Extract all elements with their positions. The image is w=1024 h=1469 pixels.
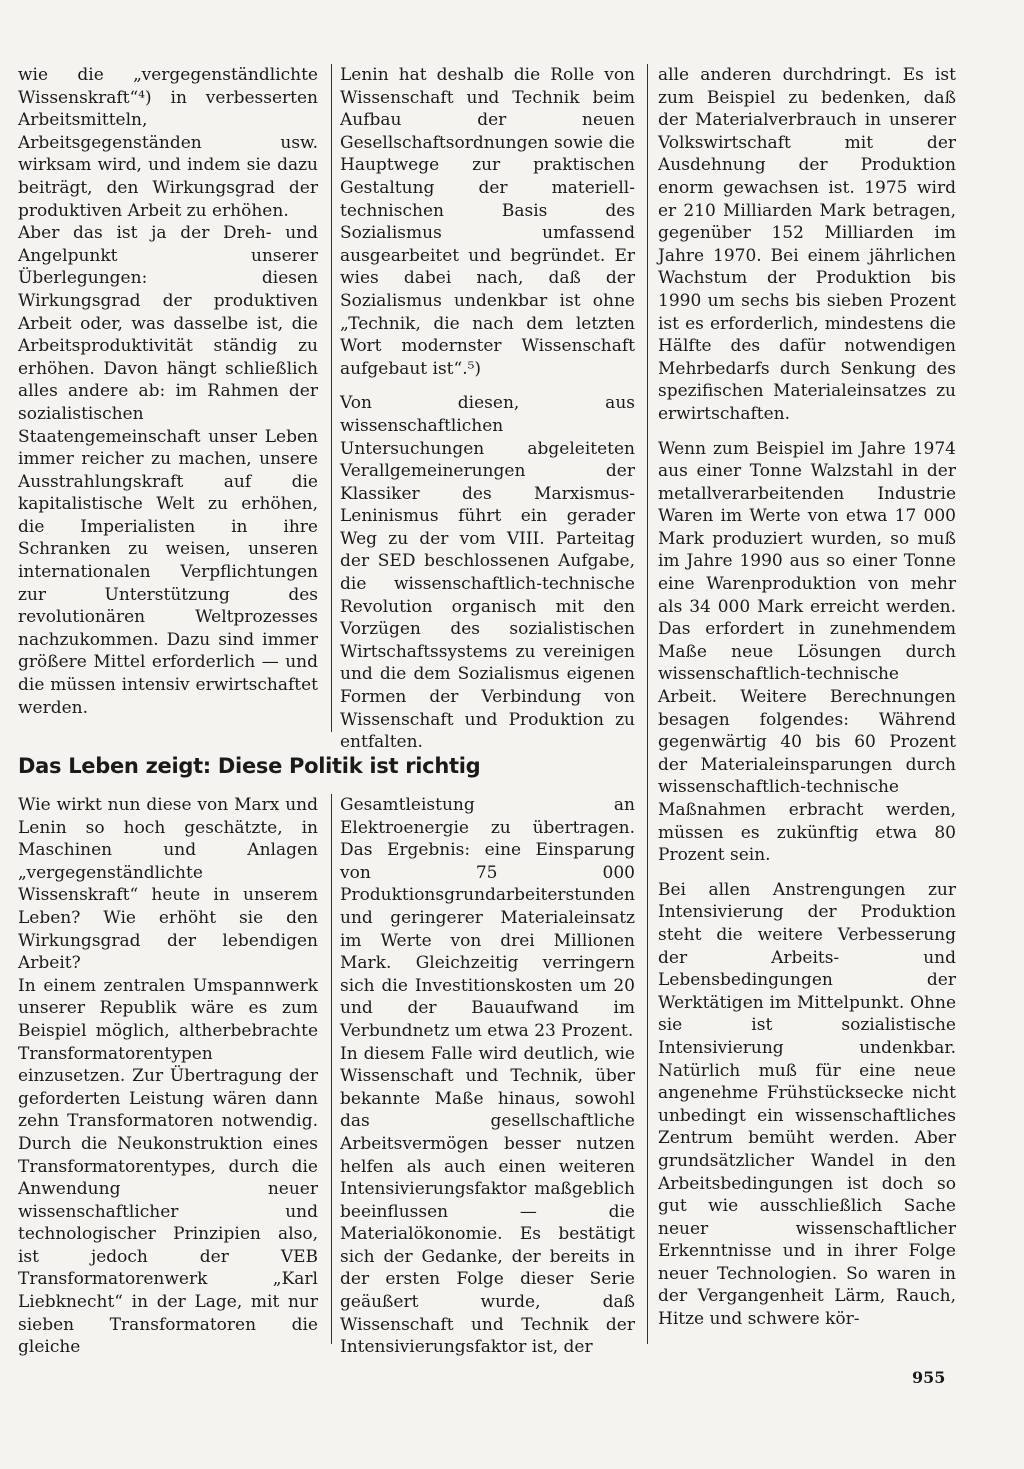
paragraph: Gesamtleistung an Elektroenergie zu übertragen. Das Ergebnis: eine Einsparung von 75 000 Produktionsgrundarbeiterstunden und geringerer Materialeinsatz im Werte von drei Millionen Mark. Gleichzeitig verringern sich die Investitionskosten um 20 und der Bauaufwand im Verbundnetz um etwa 23 Prozent. [340,795,635,1041]
column-right [658,64,956,1331]
column-bottom-left [18,794,318,1359]
paragraph: In einem zentralen Umspannwerk unserer Republik wäre es zum Beispiel möglich, altherbebrachte Transformatorentypen einzusetzen. Zur Übertragung der geforderten Leistung wären dann zehn Transformatoren notwendig. Durch die Neukonstruktion eines Transformatorentypes, durch die Anwendung neuer wissenschaftlicher und technologischer Prinzipien also, ist jedoch der VEB Transformatorenwerk „Karl Liebknecht“ in der Lage, mit nur sieben Transformatoren die gleiche [18,975,318,1358]
paragraph: Bei allen Anstrengungen zur Intensivierung der Produktion steht die weitere Verbesserung der Arbeits- und Lebensbedingungen der Werktätigen im Mittelpunkt. Ohne sie ist sozialistische Intensivierung undenkbar. Natürlich muß für eine neue angenehme Frühstücksecke nicht unbedingt ein wissenschaftliches Zentrum bemüht werden. Aber grundsätzlicher Wandel in den Arbeitsbedingungen ist doch so gut wie ausschließlich Sache neuer wissenschaftlicher Erkenntnisse und in ihrer Folge neuer Technologien. So waren in der Vergangenheit Lärm, Rauch, Hitze und schwere kör- [658,879,956,1330]
column-rule [331,794,332,1344]
column-bottom-middle [340,794,635,1359]
page-number: 955 [912,1368,946,1387]
paragraph: Wenn zum Beispiel im Jahre 1974 aus einer Tonne Walzstahl in der metallverarbeitenden Industrie Waren im Werte von etwa 17 000 Mark produziert wurden, so muß im Jahre 1990 aus so einer Tonne eine Warenproduktion von mehr als 34 000 Mark erreicht werden. Das erfordert in zunehmendem Maße neue Lösungen durch wissenschaftlich-technische Arbeit. Weitere Berechnungen besagen folgendes: Während gegenwärtig 40 bis 60 Prozent der Materialeinsparungen durch wissenschaftlich-technische Maßnahmen erbracht werden, müssen es zukünftig etwa 80 Prozent sein. [658,438,956,866]
paragraph: Von diesen, aus wissenschaftlichen Untersuchungen abgeleiteten Verallgemeinerungen der Klassiker des Marxismus-Leninismus führt ein gerader Weg zu der vom VIII. Parteitag der SED beschlossenen Aufgabe, die wissenschaftlich-technische Revolution organisch mit den Vorzügen des sozialistischen Wirtschaftssystems zu vereinigen und die dem Sozialismus eigenen Formen der Verbindung von Wissenschaft und Produktion zu entfalten. [340,393,635,753]
paragraph: wie die „vergegenständlichte Wissenskraft“⁴) in verbesserten Arbeitsmitteln, Arbeitsgegenständen usw. wirksam wird, und indem sie dazu beiträgt, den Wirkungsgrad der produktiven Arbeit zu erhöhen. [18,65,318,221]
paragraph: Aber das ist ja der Dreh- und Angelpunkt unserer Überlegungen: diesen Wirkungsgrad der produktiven Arbeit oder, was dasselbe ist, die Arbeitsproduktivität ständig zu erhöhen. Davon hängt schließlich alles andere ab: im Rahmen der sozialistischen Staatengemeinschaft unser Leben immer reicher zu machen, unsere Ausstrahlungskraft auf die kapitalistische Welt zu erhöhen, die Imperialisten in ihre Schranken zu weisen, unseren internationalen Verpflichtungen zur Unterstützung des revolutionären Weltprozesses nachzukommen. Dazu sind immer größere Mittel erforderlich — und die müssen intensiv erwirtschaftet werden. [18,223,318,718]
paragraph: alle anderen durchdringt. Es ist zum Beispiel zu bedenken, daß der Materialverbrauch in unserer Volkswirtschaft mit der Ausdehnung der Produktion enorm gewachsen ist. 1975 wird er 210 Milliarden Mark betragen, gegenüber 152 Milliarden im Jahre 1970. Bei einem jährlichen Wachstum der Produktion bis 1990 um sechs bis sieben Prozent ist es erforderlich, mindestens die Hälfte des dafür notwendigen Mehrbedarfs durch Senkung des spezifischen Materialeinsatzes zu erwirtschaften. [658,65,956,424]
column-top-middle [340,64,635,754]
section-heading: Das Leben zeigt: Diese Politik ist richtig [18,754,481,778]
column-top-left [18,64,318,719]
paragraph: Wie wirkt nun diese von Marx und Lenin so hoch geschätzte, in Maschinen und Anlagen „vergegenständlichte Wissenskraft“ heute in unserem Leben? Wie erhöht sie den Wirkungsgrad der lebendigen Arbeit? [18,795,318,974]
paragraph: In diesem Falle wird deutlich, wie Wissenschaft und Technik, über bekannte Maße hinaus, sowohl das gesellschaftliche Arbeitsvermögen besser nutzen helfen als auch einen weiteren Intensivierungsfaktor maßgeblich beeinflussen — die Materialökonomie. Es bestätigt sich der Gedanke, der bereits in der ersten Folge dieser Serie geäußert wurde, daß Wissenschaft und Technik der Intensivierungsfaktor ist, der [340,1043,635,1358]
column-rule [647,64,648,1344]
column-rule [331,64,332,732]
paragraph: Lenin hat deshalb die Rolle von Wissenschaft und Technik beim Aufbau der neuen Gesellschaftsordnungen sowie die Hauptwege zur praktischen Gestaltung der materiell-technischen Basis des Sozialismus umfassend ausgearbeitet und begründet. Er wies dabei nach, daß der Sozialismus undenkbar ist ohne „Technik, die nach dem letzten Wort modernster Wissenschaft aufgebaut ist“.⁵) [340,65,635,379]
